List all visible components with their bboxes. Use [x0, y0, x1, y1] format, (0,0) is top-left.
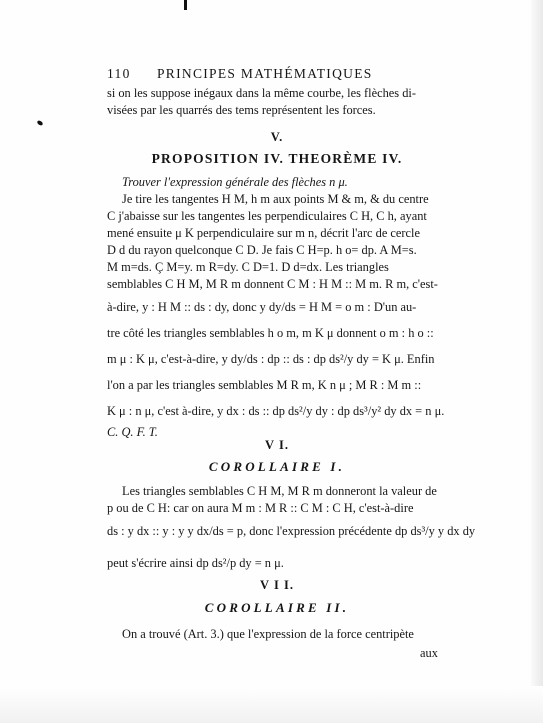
text-line: tre côté les triangles semblables h o m, m K μ donnent o m : h o :: — [107, 326, 434, 340]
text-line: On a trouvé (Art. 3.) que l'expression de la force centripète — [122, 627, 414, 641]
ink-mark — [184, 0, 187, 10]
text-line: visées par les quarrés des tems représentent les forces. — [107, 103, 376, 117]
page-edge-shadow — [531, 0, 543, 723]
page-bottom-shadow — [0, 686, 543, 723]
section-number: V. — [270, 130, 284, 144]
proposition-heading: PROPOSITION IV. THEORÈME IV. — [151, 151, 403, 166]
page-number: 110 — [107, 66, 131, 81]
text-line: semblables C H M, M R m donnent C M : H M :: M m. R m, c'est- — [107, 277, 438, 291]
proposition-statement: Trouver l'expression générale des flèches n μ. — [122, 175, 348, 189]
corollary-heading: COROLLAIRE II. — [204, 600, 350, 615]
corollary-heading: COROLLAIRE I. — [208, 459, 346, 474]
text-line: Les triangles semblables C H M, M R m donneront la valeur de — [122, 484, 437, 498]
text-line: M m=ds. Ç M=y. m R=dy. C D=1. D d=dx. Les triangles — [107, 260, 389, 274]
running-title: PRINCIPES MATHÉMATIQUES — [157, 66, 373, 81]
running-head — [107, 66, 373, 81]
text-line: si on les suppose inégaux dans la même courbe, les flèches di- — [107, 86, 416, 100]
text-line: C j'abaisse sur les tangentes les perpendiculaires C H, C h, ayant — [107, 209, 427, 223]
text-line: m μ : K μ, c'est-à-dire, y dy/ds : dp :: ds : dp ds²/y dy = K μ. Enfin — [107, 352, 435, 366]
catchword: aux — [420, 646, 438, 660]
text-line: K μ : n μ, c'est à-dire, y dx : ds :: dp ds²/y dy : dp ds³/y² dy dx = n μ. — [107, 404, 445, 418]
section-number: V I. — [265, 438, 289, 452]
text-line: p ou de C H: car on aura M m : M R :: C M : C H, c'est-à-dire — [107, 501, 414, 515]
text-line: D d du rayon quelconque C D. Je fais C H=p. h o= dp. A M=s. — [107, 243, 417, 257]
text-line: mené ensuite μ K perpendiculaire sur m n, décrit l'arc de cercle — [107, 226, 420, 240]
ink-blot — [36, 120, 43, 127]
qft-line: C. Q. F. T. — [107, 425, 158, 439]
text-line: à-dire, y : H M :: ds : dy, donc y dy/ds = H M = o m : D'un au- — [107, 300, 417, 314]
text-line: peut s'écrire ainsi dp ds²/p dy = n μ. — [107, 556, 284, 570]
text-line: ds : y dx :: y : y y dx/ds = p, donc l'expression précédente dp ds³/y y dx dy — [107, 524, 476, 538]
text-line: l'on a par les triangles semblables M R m, K n μ ; M R : M m :: — [107, 378, 422, 392]
section-number: V I I. — [260, 578, 294, 592]
text-line: Je tire les tangentes H M, h m aux points M & m, & du centre — [122, 192, 429, 206]
